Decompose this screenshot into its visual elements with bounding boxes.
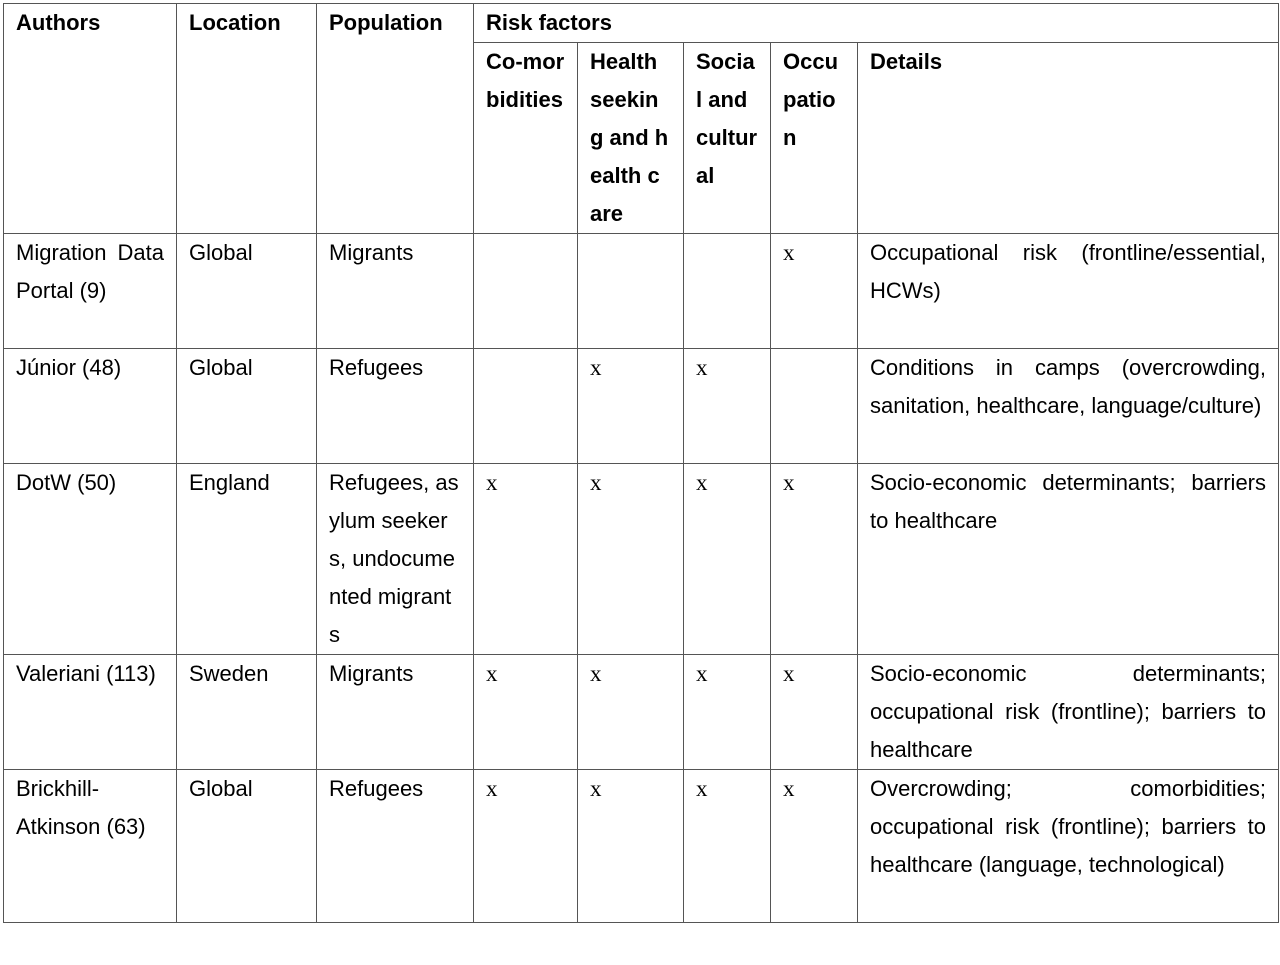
cell-location: Global [177, 770, 317, 923]
cell-location: England [177, 464, 317, 655]
header-location: Location [177, 4, 317, 234]
cell-location: Global [177, 234, 317, 349]
cell-comorbidities: x [474, 770, 578, 923]
cell-occupation: x [771, 234, 858, 349]
cell-social-cultural: x [684, 770, 771, 923]
cell-health-seeking [578, 234, 684, 349]
cell-details: Occupational risk (frontline/essential, HCWs) [858, 234, 1279, 349]
header-row [4, 4, 1279, 43]
cell-authors: Júnior (48) [4, 349, 177, 464]
cell-comorbidities [474, 234, 578, 349]
cell-occupation: x [771, 464, 858, 655]
cell-location: Global [177, 349, 317, 464]
cell-population: Migrants [317, 234, 474, 349]
cell-comorbidities: x [474, 655, 578, 770]
cell-comorbidities: x [474, 464, 578, 655]
cell-authors: DotW (50) [4, 464, 177, 655]
cell-health-seeking: x [578, 770, 684, 923]
header-population: Population [317, 4, 474, 234]
cell-authors: Migration Data Portal (9) [4, 234, 177, 349]
cell-occupation: x [771, 655, 858, 770]
cell-details: Socio-economic determinants; occupational risk (frontline); barriers to healthcare [858, 655, 1279, 770]
cell-population: Refugees [317, 349, 474, 464]
cell-details: Overcrowding; comorbidities; occupational risk (frontline); barriers to healthcare (language, technological) [858, 770, 1279, 923]
table-row [4, 770, 1279, 923]
header-risk-factors: Risk factors [474, 4, 1279, 43]
table-row [4, 349, 1279, 464]
cell-details: Conditions in camps (overcrowding, sanitation, healthcare, language/culture) [858, 349, 1279, 464]
header-social-cultural: Social and cultural [684, 43, 771, 234]
table-row [4, 234, 1279, 349]
cell-occupation [771, 349, 858, 464]
cell-population: Migrants [317, 655, 474, 770]
cell-health-seeking: x [578, 655, 684, 770]
cell-population: Refugees [317, 770, 474, 923]
table-row [4, 655, 1279, 770]
cell-social-cultural: x [684, 349, 771, 464]
cell-social-cultural [684, 234, 771, 349]
cell-population: Refugees, asylum seekers, undocumented migrants [317, 464, 474, 655]
cell-authors: Brickhill-Atkinson (63) [4, 770, 177, 923]
header-occupation: Occupation [771, 43, 858, 234]
cell-social-cultural: x [684, 655, 771, 770]
table-row [4, 464, 1279, 655]
header-comorbidities: Co-morbidities [474, 43, 578, 234]
cell-occupation: x [771, 770, 858, 923]
cell-details: Socio-economic determinants; barriers to healthcare [858, 464, 1279, 655]
cell-location: Sweden [177, 655, 317, 770]
cell-health-seeking: x [578, 464, 684, 655]
header-authors: Authors [4, 4, 177, 234]
header-health-seeking: Health seeking and health care [578, 43, 684, 234]
cell-comorbidities [474, 349, 578, 464]
header-details: Details [858, 43, 1279, 234]
risk-factors-table [3, 3, 1279, 923]
cell-social-cultural: x [684, 464, 771, 655]
cell-authors: Valeriani (113) [4, 655, 177, 770]
cell-health-seeking: x [578, 349, 684, 464]
